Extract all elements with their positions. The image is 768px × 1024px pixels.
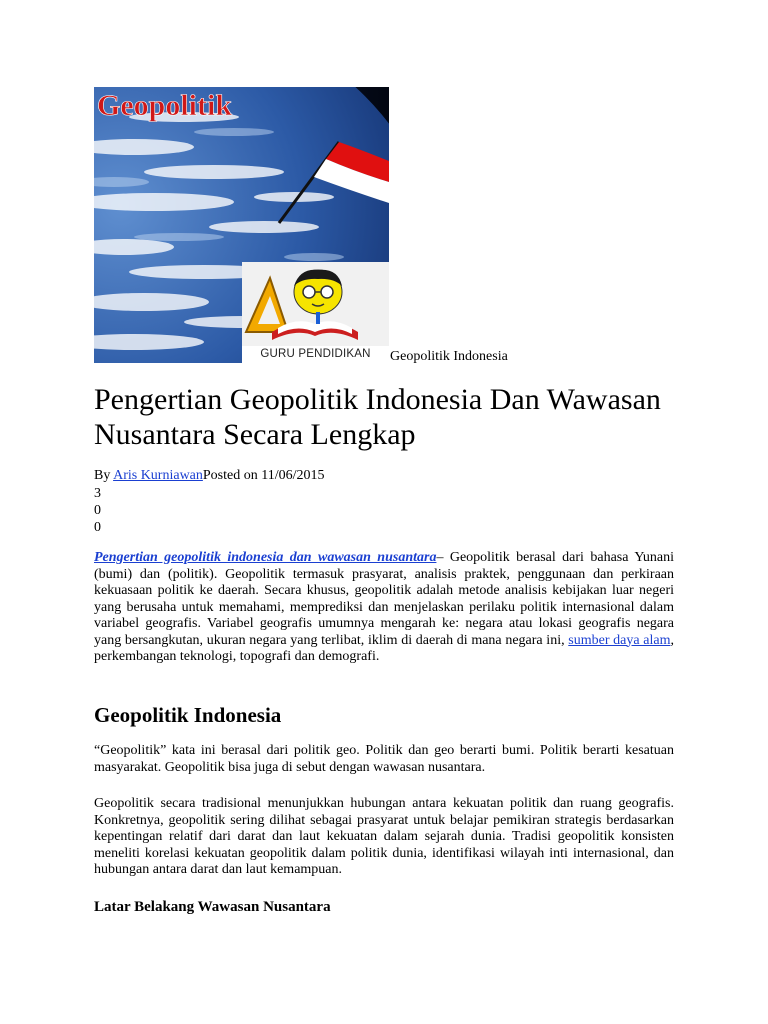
posted-date: Posted on 11/06/2015 [202, 468, 325, 483]
intro-text: Geopolitik berasal dari bahasa Yunani (bumi) dan (politik). Geopolitik termasuk prasyarat, analisis praktek, penggunaan dan perkiraan kekuasaan politik ke daerah. Secara khusus, geopolitik adalah metode analisis kebijakan luar negeri yang berusaha untuk memahami, memprediksi dan menjelaskan perilaku politik internasional dalam variabel geografis. Variabel geografis umumnya mengarah ke: negara atau lokasi geografis negara yang bersangkutan, ukuran negara yang terlibat, iklim di daerah di mana negara ini, [94, 550, 674, 648]
by-label: By [94, 468, 114, 483]
section-heading-latar-belakang: Latar Belakang Wawasan Nusantara [94, 899, 331, 915]
share-count: 3 [94, 486, 101, 501]
section-paragraph: “Geopolitik” kata ini berasal dari politik geo. Politik dan geo berarti bumi. Politik berarti kesatuan masyarakat. Geopolitik bisa juga di sebut dengan wawasan nusantara. [94, 743, 674, 775]
page-title: Pengertian Geopolitik Indonesia Dan Wawasan Nusantara Secara Lengkap [94, 383, 661, 451]
section-paragraph: Geopolitik secara tradisional menunjukkan hubungan antara kekuatan politik dan ruang geografis. Konkretnya, geopolitik sering dilihat sebagai prasyarat untuk belajar pemikiran strategis berdasarkan kepentingan relatif dari darat dan laut kekuatan dalam sejarah dunia. Tradisi geopolitik konsisten meneliti korelasi kekuatan geopolitik dalam politik dunia, identifikasi wilayah inti internasional, dan hubungan antara darat dan laut kemampuan. [94, 796, 674, 877]
guru-pendidikan-badge [242, 262, 389, 363]
intro-text-end: , perkembangan teknologi, topografi dan demografi. [94, 632, 674, 664]
badge-label: GURU PENDIDIKAN [242, 346, 389, 363]
share-count: 0 [94, 503, 101, 518]
teacher-mascot-icon [242, 262, 389, 346]
intro-link[interactable]: Pengertian geopolitik indonesia dan wawasan nusantara [94, 550, 437, 565]
share-counts [94, 485, 101, 536]
section-heading-geopolitik: Geopolitik Indonesia [94, 703, 282, 727]
share-count: 0 [94, 520, 101, 535]
post-meta [94, 467, 325, 484]
image-caption: Geopolitik Indonesia [390, 349, 508, 364]
logo-title: Geopolitik [97, 89, 233, 122]
author-link[interactable]: Aris Kurniawan [113, 468, 203, 483]
intro-paragraph [94, 550, 674, 666]
sumber-daya-alam-link[interactable]: sumber daya alam [568, 632, 671, 648]
intro-dash: – [436, 550, 450, 565]
